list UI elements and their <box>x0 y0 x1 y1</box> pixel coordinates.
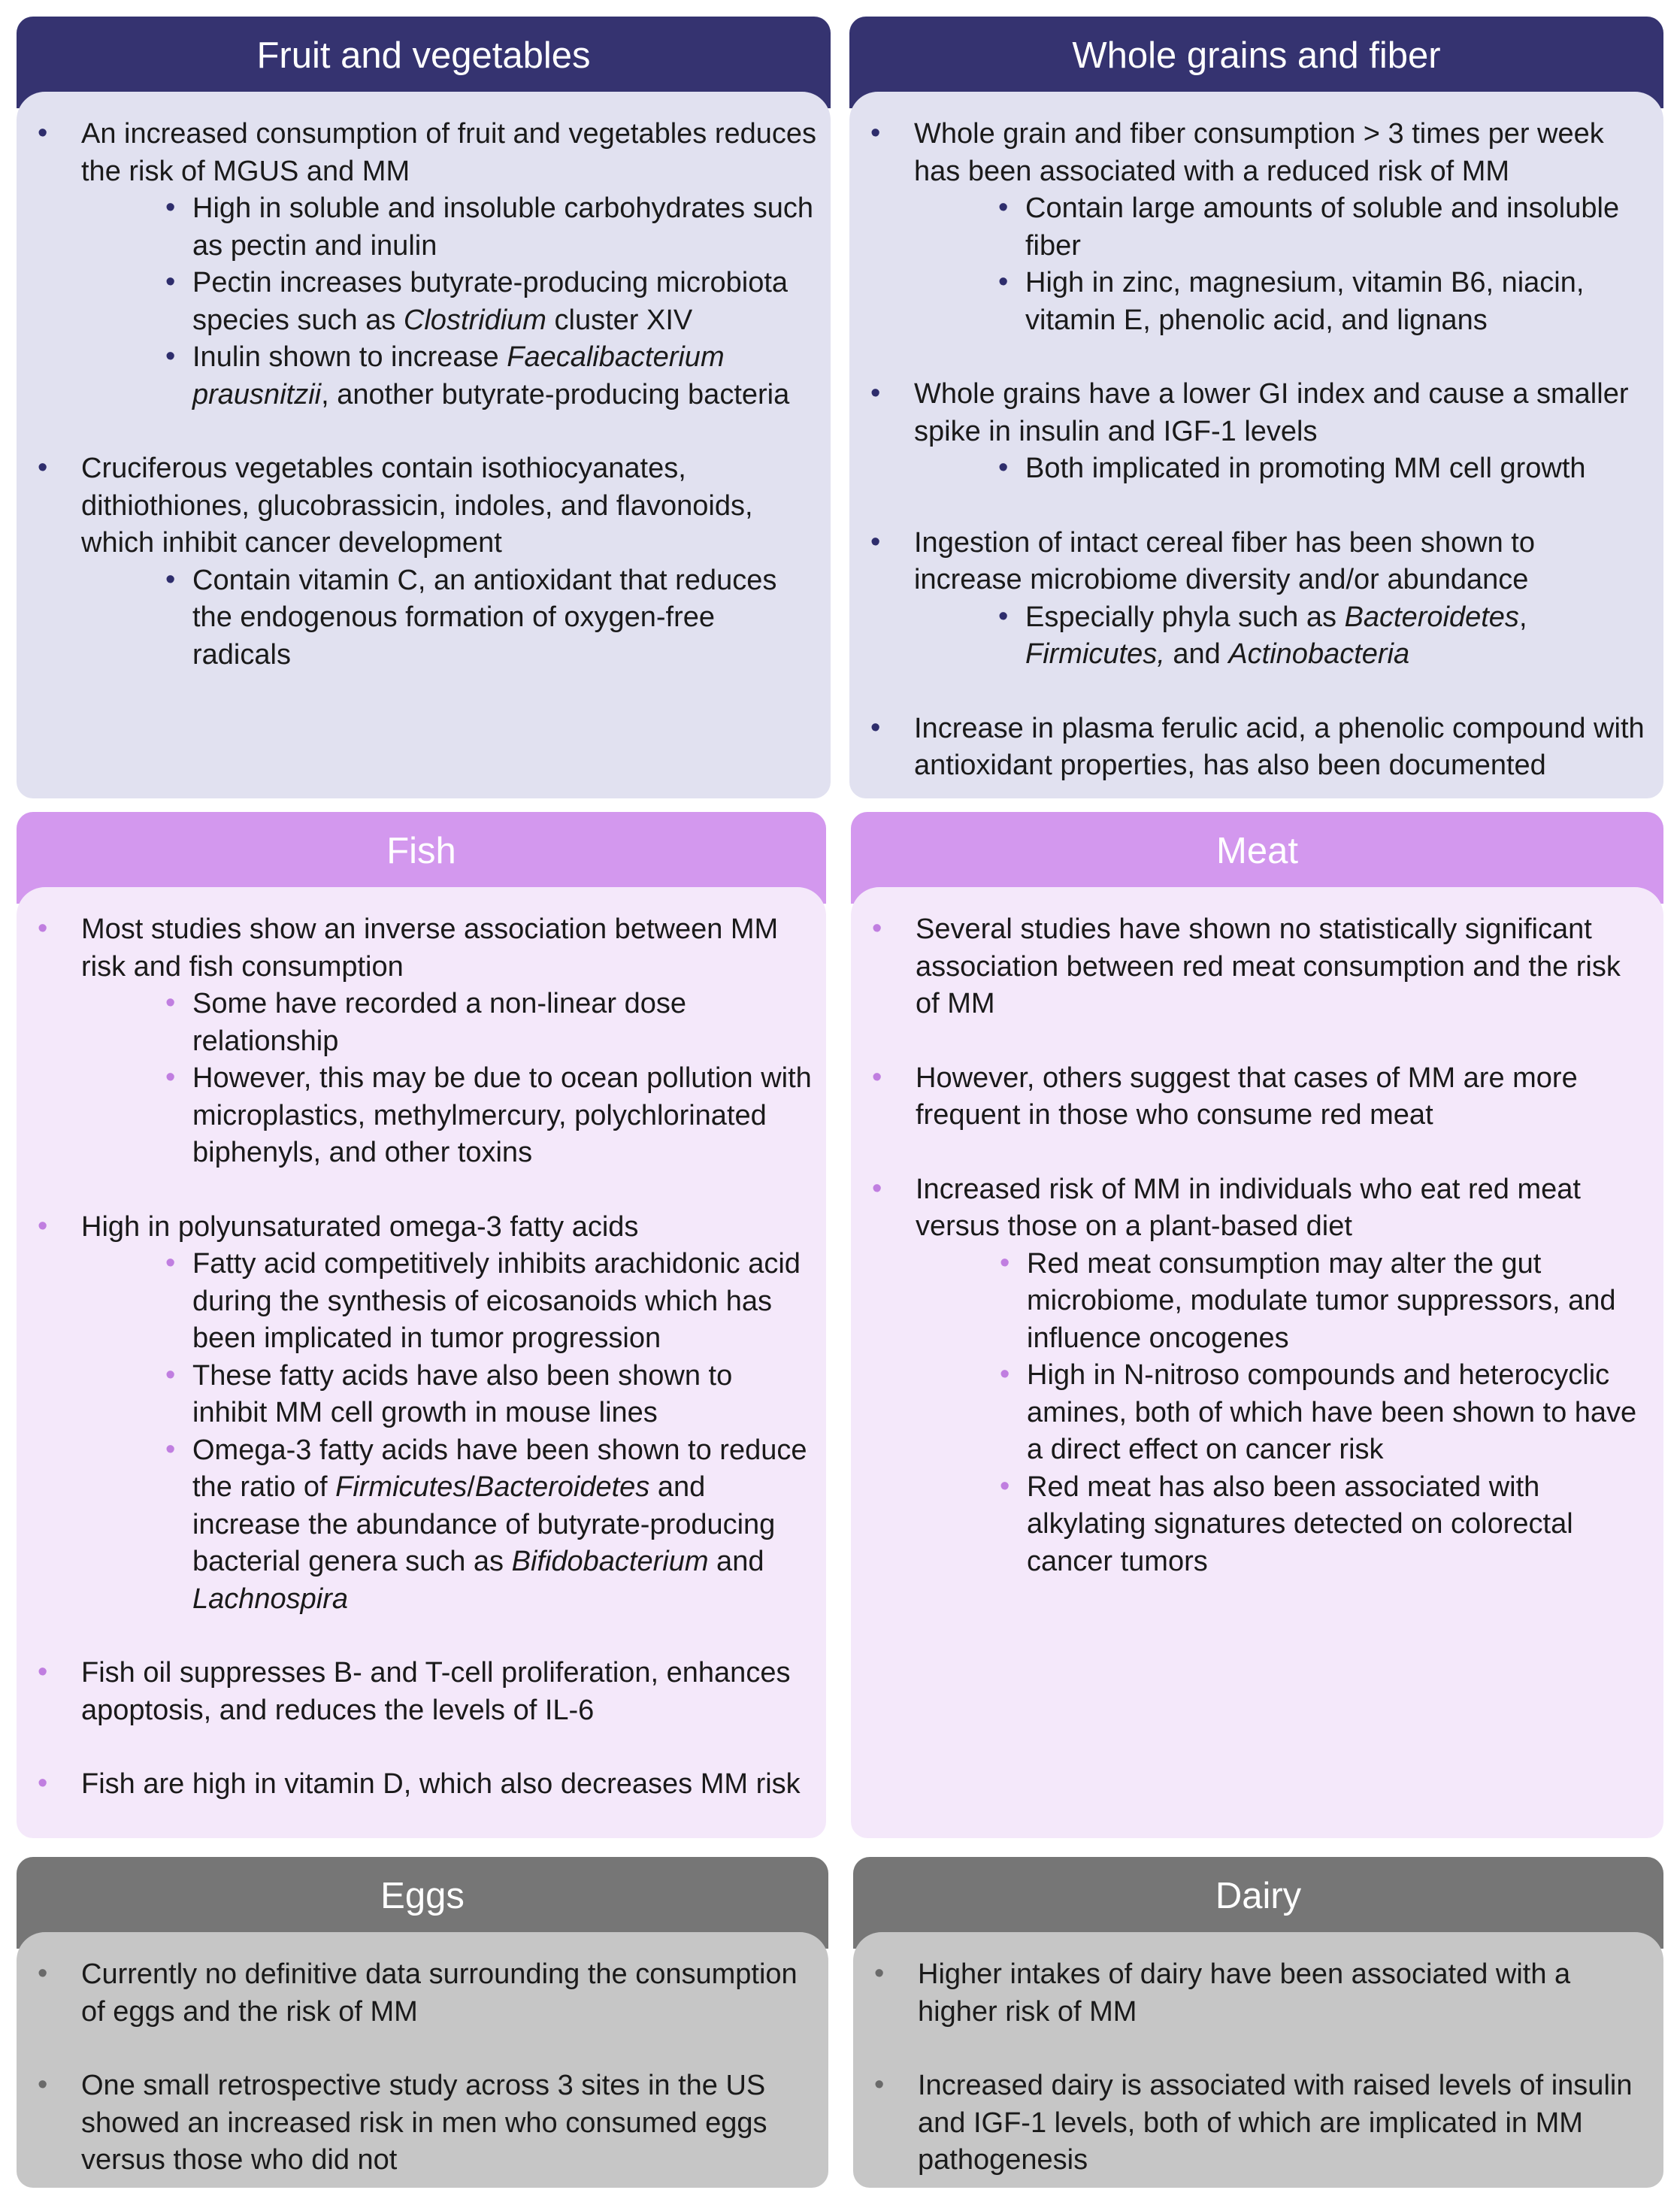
list-item: • Whole grain and fiber consumption > 3 times per week has been associated with a reduced risk of MM • Contain large amounts of soluble and insoluble fiber • High in zinc, magnesium, vitamin B6, niacin, vitamin E, phenolic acid, and lignans <box>870 116 1650 339</box>
bullet-icon: • <box>1000 1470 1010 1502</box>
list-item: • An increased consumption of fruit and vegetables reduces the risk of MGUS and MM • High in soluble and insoluble carbohydrates such as pectin and inulin • Pectin increases butyrate-producing microbiota species such as Clostridium cluster XIV • Inulin shown to increase Faecalibacterium prausnitzii, another butyrate-producing bacteria <box>38 116 817 413</box>
card-title: Dairy <box>853 1857 1663 1949</box>
bullet-icon: • <box>870 117 881 149</box>
list-item: • However, this may be due to ocean pollution with microplastics, methylmercury, polychlorinated biphenyls, and other toxins <box>81 1060 813 1172</box>
list-item: • High in N-nitroso compounds and heterocyclic amines, both of which have been shown to have a direct effect on cancer risk <box>916 1357 1650 1469</box>
card-meat <box>851 812 1663 1838</box>
bullet-icon: • <box>165 1359 176 1391</box>
bullet-icon: • <box>38 913 48 944</box>
card-title: Eggs <box>17 1857 828 1949</box>
bullet-icon: • <box>870 711 881 744</box>
bullet-icon: • <box>165 341 176 372</box>
list-item: • High in zinc, magnesium, vitamin B6, niacin, vitamin E, phenolic acid, and lignans <box>914 265 1650 339</box>
bullet-icon: • <box>165 1062 176 1093</box>
bullet-icon: • <box>872 1172 882 1204</box>
bullet-icon: • <box>870 526 881 558</box>
card-body <box>17 887 826 1838</box>
bullet-icon: • <box>38 1656 48 1688</box>
bullet-icon: • <box>38 1958 48 1989</box>
list-item: • Omega-3 fatty acids have been shown to reduce the ratio of Firmicutes/Bacteroidetes and increase the abundance of butyrate-producing bacterial genera such as Bifidobacterium and Lachnospira <box>81 1432 813 1619</box>
card-title: Fish <box>17 812 826 904</box>
list-item: • Increased risk of MM in individuals who eat red meat versus those on a plant-based diet • Red meat consumption may alter the gut microbiome, modulate tumor suppressors, and influence oncogenes • High in N-nitroso compounds and heterocyclic amines, both of which have been shown to have a direct effect on cancer risk • Red meat has also been associated with alkylating signatures detected on colorectal cancer tumors <box>872 1171 1650 1581</box>
card-body <box>851 887 1663 1838</box>
bullet-icon: • <box>872 1061 882 1093</box>
bullet-icon: • <box>38 452 48 483</box>
bullet-icon: • <box>165 1433 176 1465</box>
card-whole-grains-and-fiber <box>849 17 1663 798</box>
list-item: • Inulin shown to increase Faecalibacterium prausnitzii, another butyrate-producing bacteria <box>81 339 817 413</box>
bullet-icon: • <box>1000 1359 1010 1390</box>
card-title: Meat <box>851 812 1663 904</box>
list-item: • Both implicated in promoting MM cell growth <box>914 450 1650 488</box>
list-item: • Ingestion of intact cereal fiber has been shown to increase microbiome diversity and/or abundance • Especially phyla such as Bacteroidetes, Firmicutes, and Actinobacteria <box>870 525 1650 674</box>
list-item: • These fatty acids have also been shown to inhibit MM cell growth in mouse lines <box>81 1358 813 1432</box>
list-item: • Especially phyla such as Bacteroidetes, Firmicutes, and Actinobacteria <box>914 599 1650 674</box>
list-item: • Red meat has also been associated with alkylating signatures detected on colorectal cancer tumors <box>916 1469 1650 1581</box>
list-item: • Red meat consumption may alter the gut microbiome, modulate tumor suppressors, and influence oncogenes <box>916 1246 1650 1358</box>
card-body <box>17 92 831 798</box>
bullet-icon: • <box>165 987 176 1019</box>
bullet-icon: • <box>38 1210 48 1242</box>
list-item: • Pectin increases butyrate-producing microbiota species such as Clostridium cluster XIV <box>81 265 817 339</box>
list-item: • Whole grains have a lower GI index and cause a smaller spike in insulin and IGF-1 levels • Both implicated in promoting MM cell growth <box>870 376 1650 488</box>
list-item: • High in soluble and insoluble carbohydrates such as pectin and inulin <box>81 190 817 265</box>
bullet-icon: • <box>998 452 1009 483</box>
list-item: • However, others suggest that cases of MM are more frequent in those who consume red meat <box>872 1060 1650 1134</box>
list-item: • Contain large amounts of soluble and insoluble fiber <box>914 190 1650 265</box>
bullet-icon: • <box>874 1958 885 1989</box>
card-fish <box>17 812 826 1838</box>
list-item: • Most studies show an inverse association between MM risk and fish consumption • Some have recorded a non-linear dose relationship • However, this may be due to ocean pollution with microplastics, methylmercury, polychlorinated biphenyls, and other toxins <box>38 911 813 1172</box>
list-item: • Increase in plasma ferulic acid, a phenolic compound with antioxidant properties, has also been documented <box>870 710 1650 785</box>
bullet-icon: • <box>874 2069 885 2101</box>
bullet-icon: • <box>870 377 881 409</box>
list-item: • High in polyunsaturated omega-3 fatty acids • Fatty acid competitively inhibits arachidonic acid during the synthesis of eicosanoids which has been implicated in tumor progression • These fatty acids have also been shown to inhibit MM cell growth in mouse lines • Omega-3 fatty acids have been shown to reduce the ratio of Firmicutes/Bacteroidetes and increase the abundance of butyrate-producing bacterial genera such as Bifidobacterium and Lachnospira <box>38 1209 813 1619</box>
list-item: • Fish are high in vitamin D, which also decreases MM risk <box>38 1766 813 1804</box>
bullet-icon: • <box>998 600 1009 632</box>
list-item: • Some have recorded a non-linear dose relationship <box>81 986 813 1060</box>
card-title: Whole grains and fiber <box>849 17 1663 108</box>
card-title: Fruit and vegetables <box>17 17 831 108</box>
card-fruit-and-vegetables <box>17 17 831 798</box>
bullet-icon: • <box>38 1767 48 1799</box>
list-item: • Increased dairy is associated with raised levels of insulin and IGF-1 levels, both of which are implicated in MM pathogenesis <box>874 2067 1650 2179</box>
card-body <box>17 1932 828 2188</box>
bullet-icon: • <box>872 913 882 944</box>
bullet-icon: • <box>998 192 1009 223</box>
list-item: • Several studies have shown no statistically significant association between red meat consumption and the risk of MM <box>872 911 1650 1023</box>
bullet-icon: • <box>1000 1246 1010 1279</box>
list-item: • One small retrospective study across 3 sites in the US showed an increased risk in men who consumed eggs versus those who did not <box>38 2067 815 2179</box>
list-item: • Fatty acid competitively inhibits arachidonic acid during the synthesis of eicosanoids which has been implicated in tumor progression <box>81 1246 813 1358</box>
bullet-icon: • <box>165 1247 176 1279</box>
bullet-icon: • <box>38 117 48 149</box>
list-item: • Cruciferous vegetables contain isothiocyanates, dithiothiones, glucobrassicin, indoles, and flavonoids, which inhibit cancer development • Contain vitamin C, an antioxidant that reduces the endogenous formation of oxygen-free radicals <box>38 450 817 674</box>
list-item: • Currently no definitive data surrounding the consumption of eggs and the risk of MM <box>38 1956 815 2031</box>
card-body <box>849 92 1663 798</box>
list-item: • Fish oil suppresses B- and T-cell proliferation, enhances apoptosis, and reduces the levels of IL-6 <box>38 1655 813 1729</box>
card-body <box>853 1932 1663 2188</box>
bullet-icon: • <box>165 563 176 595</box>
bullet-icon: • <box>998 266 1009 298</box>
bullet-icon: • <box>165 266 176 298</box>
card-eggs <box>17 1857 828 2188</box>
list-item: • Contain vitamin C, an antioxidant that reduces the endogenous formation of oxygen-free radicals <box>81 562 817 674</box>
list-item: • Higher intakes of dairy have been associated with a higher risk of MM <box>874 1956 1650 2031</box>
bullet-icon: • <box>165 192 176 223</box>
bullet-icon: • <box>38 2069 48 2101</box>
card-dairy <box>853 1857 1663 2188</box>
